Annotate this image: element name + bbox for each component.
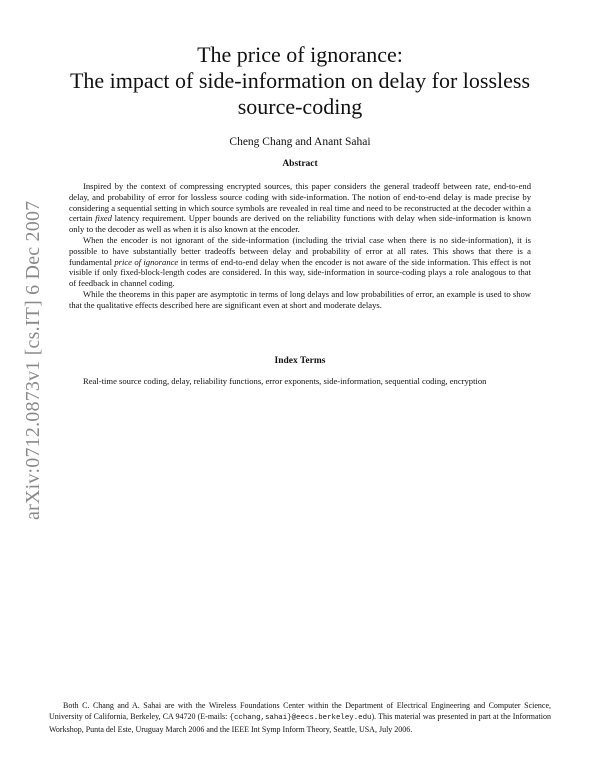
abstract-body [69, 181, 531, 311]
author-footnote [49, 700, 551, 735]
title-line-1: The price of ignorance: [197, 42, 403, 67]
footnote-emails: {cchang,sahai}@eecs.berkeley.edu [229, 714, 372, 722]
abstract-heading: Abstract [282, 159, 318, 169]
index-terms-heading: Index Terms [274, 356, 326, 366]
index-terms-body [69, 376, 534, 387]
abstract-paragraph-1 [69, 181, 531, 235]
abstract-paragraph-2 [69, 235, 531, 289]
abstract-paragraph-3: While the theorems in this paper are asymptotic in terms of long delays and low probabilities of error, an example is used to show that the qualitative effects described here are significant even at short and moderate delays. [69, 288, 531, 310]
abstract-p2-text-b: in terms of end-to-end delay when the encoder is not aware of the side information. This effect is not visible if only fixed-block-length codes are considered. In this way, side-information in source-coding plays a role analogous to that of feedback in channel coding. [69, 256, 531, 289]
abstract-p1-text-b: latency requirement. Upper bounds are derived on the reliability functions with delay when side-information is known only to the decoder as well as when it is also known at the encoder. [69, 213, 531, 235]
title-line-2: The impact of side-information on delay for lossless [69, 68, 531, 93]
index-terms-text: Real-time source coding, delay, reliability functions, error exponents, side-information, sequential coding, encryption [83, 376, 487, 386]
title-line-3: source-coding [237, 94, 363, 119]
footnote-text-a: Both C. Chang and A. Sahai are with the Wireless Foundations Center within the Department of Electrical Engineering and Computer Science, University of California, Berkeley, CA 94720 (E-mails: [49, 701, 551, 721]
abstract-p1-text-a: Inspired by the context of compressing encrypted sources, this paper considers the general tradeoff between rate, end-to-end delay, and probability of error for lossless source coding with side-information. The notion of end-to-end delay is made precise by considering a sequential setting in which source symbols are revealed in real time and need to be reconstructed at the decoder within a certain [69, 181, 531, 224]
abstract-p2-emphasis: price of ignorance [114, 256, 179, 267]
authors: Cheng Chang and Anant Sahai [229, 136, 371, 148]
footnote-text-b: ). This material was presented in part at the Information Workshop, Punta del Este, Uruguay March 2006 and the IEEE Int Symp Inform Theory, Seattle, USA, July 2006. [49, 712, 551, 734]
footnote-paragraph [49, 700, 551, 735]
paper-title [40, 42, 560, 120]
abstract-p2-text-a: When the encoder is not ignorant of the side-information (including the trivial case when there is no side-information), it is possible to have substantially better tradeoffs between delay and probability of error at all rates. This shows that there is a fundamental [69, 234, 531, 267]
arxiv-identifier-stamp: arXiv:0712.0873v1 [cs.IT] 6 Dec 2007 [22, 200, 44, 520]
abstract-p1-emphasis: fixed [95, 213, 112, 224]
